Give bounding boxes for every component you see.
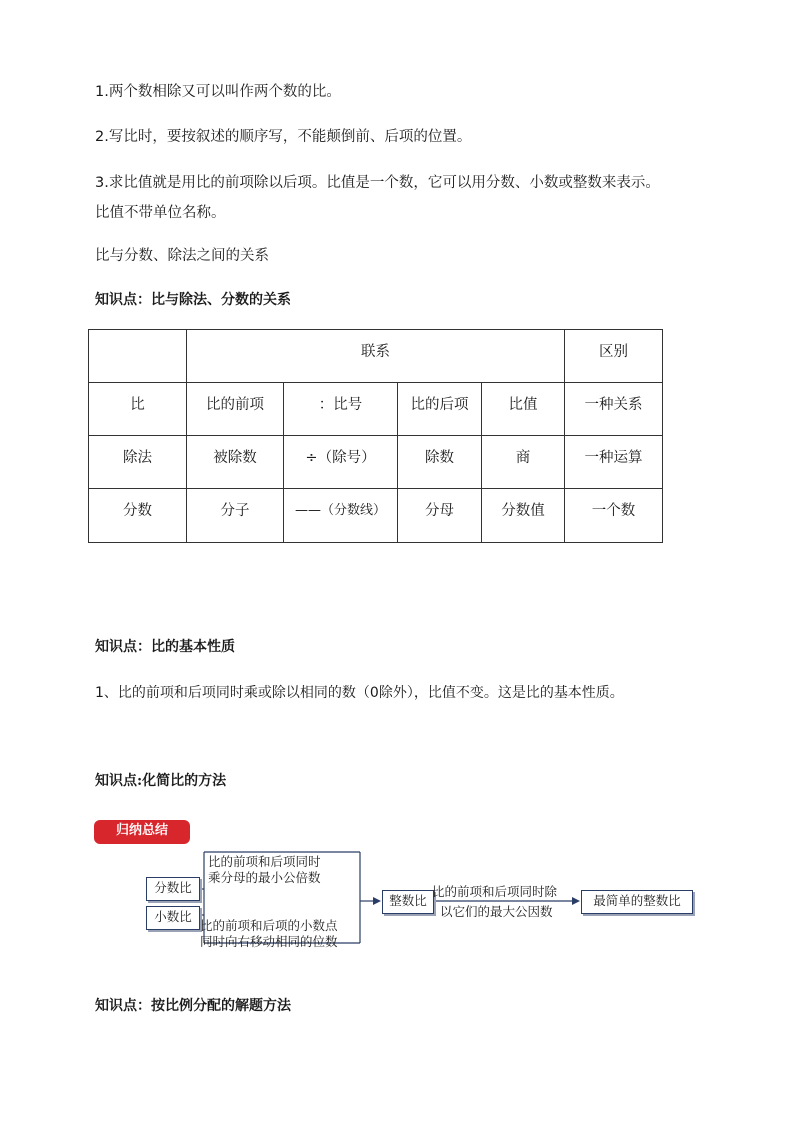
table-cell: 除数: [398, 436, 482, 489]
section1-heading: 知识点：比与除法、分数的关系: [95, 292, 291, 308]
section4-heading: 知识点：按比例分配的解题方法: [95, 998, 291, 1014]
summary-badge: [94, 818, 190, 844]
table-cell: 商: [482, 436, 565, 489]
table-cell: 比的前项: [187, 383, 284, 436]
section2-text: 1、比的前项和后项同时乘或除以相同的数（0除外），比值不变。这是比的基本性质。: [95, 685, 624, 701]
table-cell: 分数: [89, 489, 187, 543]
arrow-icon: [373, 897, 381, 905]
table-cell: 分子: [187, 489, 284, 543]
summary-badge-label: 归纳总结: [115, 823, 168, 838]
table-cell: 分数值: [482, 489, 565, 543]
table-cell: 比的后项: [398, 383, 482, 436]
table-cell: ：比号: [284, 383, 398, 436]
box-simplest-ratio: 最简单的整数比: [581, 890, 693, 914]
relation-table: [88, 329, 663, 543]
table-cell: 比: [89, 383, 187, 436]
intro-line-3b: 比值不带单位名称。: [95, 205, 226, 221]
table-row: [89, 489, 663, 543]
note-decimal-1: 比的前项和后项的小数点: [200, 918, 338, 933]
table-cell: ÷（除号）: [284, 436, 398, 489]
intro-line-1: 1.两个数相除又可以叫作两个数的比。: [95, 84, 341, 100]
box-integer-ratio: 整数比: [382, 890, 434, 914]
table-cell: ——（分数线）: [284, 489, 398, 543]
table-cell: 除法: [89, 436, 187, 489]
table-cell: 一种关系: [565, 383, 663, 436]
arrow-icon: [572, 897, 580, 905]
note-integer-2: 以它们的最大公因数: [440, 904, 553, 919]
table-header-qubie: 区别: [565, 330, 663, 383]
intro-line-4: 比与分数、除法之间的关系: [95, 248, 269, 264]
table-cell: 分母: [398, 489, 482, 543]
intro-line-2: 2.写比时，要按叙述的顺序写，不能颠倒前、后项的位置。: [95, 129, 472, 145]
section3-heading: 知识点:化简比的方法: [95, 773, 227, 789]
intro-line-3a: 3.求比值就是用比的前项除以后项。比值是一个数，它可以用分数、小数或整数来表示。: [95, 175, 660, 191]
note-decimal-2: 同时向右移动相同的位数: [200, 934, 338, 949]
simplify-ratio-diagram: [92, 818, 712, 968]
box-decimal-ratio: 小数比: [146, 906, 200, 930]
note-fraction-1: 比的前项和后项同时: [208, 854, 321, 869]
table-row: [89, 383, 663, 436]
table-cell: 一个数: [565, 489, 663, 543]
table-row: [89, 436, 663, 489]
box-fraction-ratio: 分数比: [146, 877, 200, 901]
table-cell: 被除数: [187, 436, 284, 489]
note-fraction-2: 乘分母的最小公倍数: [208, 870, 321, 885]
section2-heading: 知识点：比的基本性质: [95, 639, 235, 655]
table-header-row: [89, 330, 663, 383]
note-integer-1: 比的前项和后项同时除: [432, 884, 558, 899]
table-corner-cell: [89, 330, 187, 383]
table-cell: 一种运算: [565, 436, 663, 489]
table-header-lianxi: 联系: [187, 330, 565, 383]
table-cell: 比值: [482, 383, 565, 436]
